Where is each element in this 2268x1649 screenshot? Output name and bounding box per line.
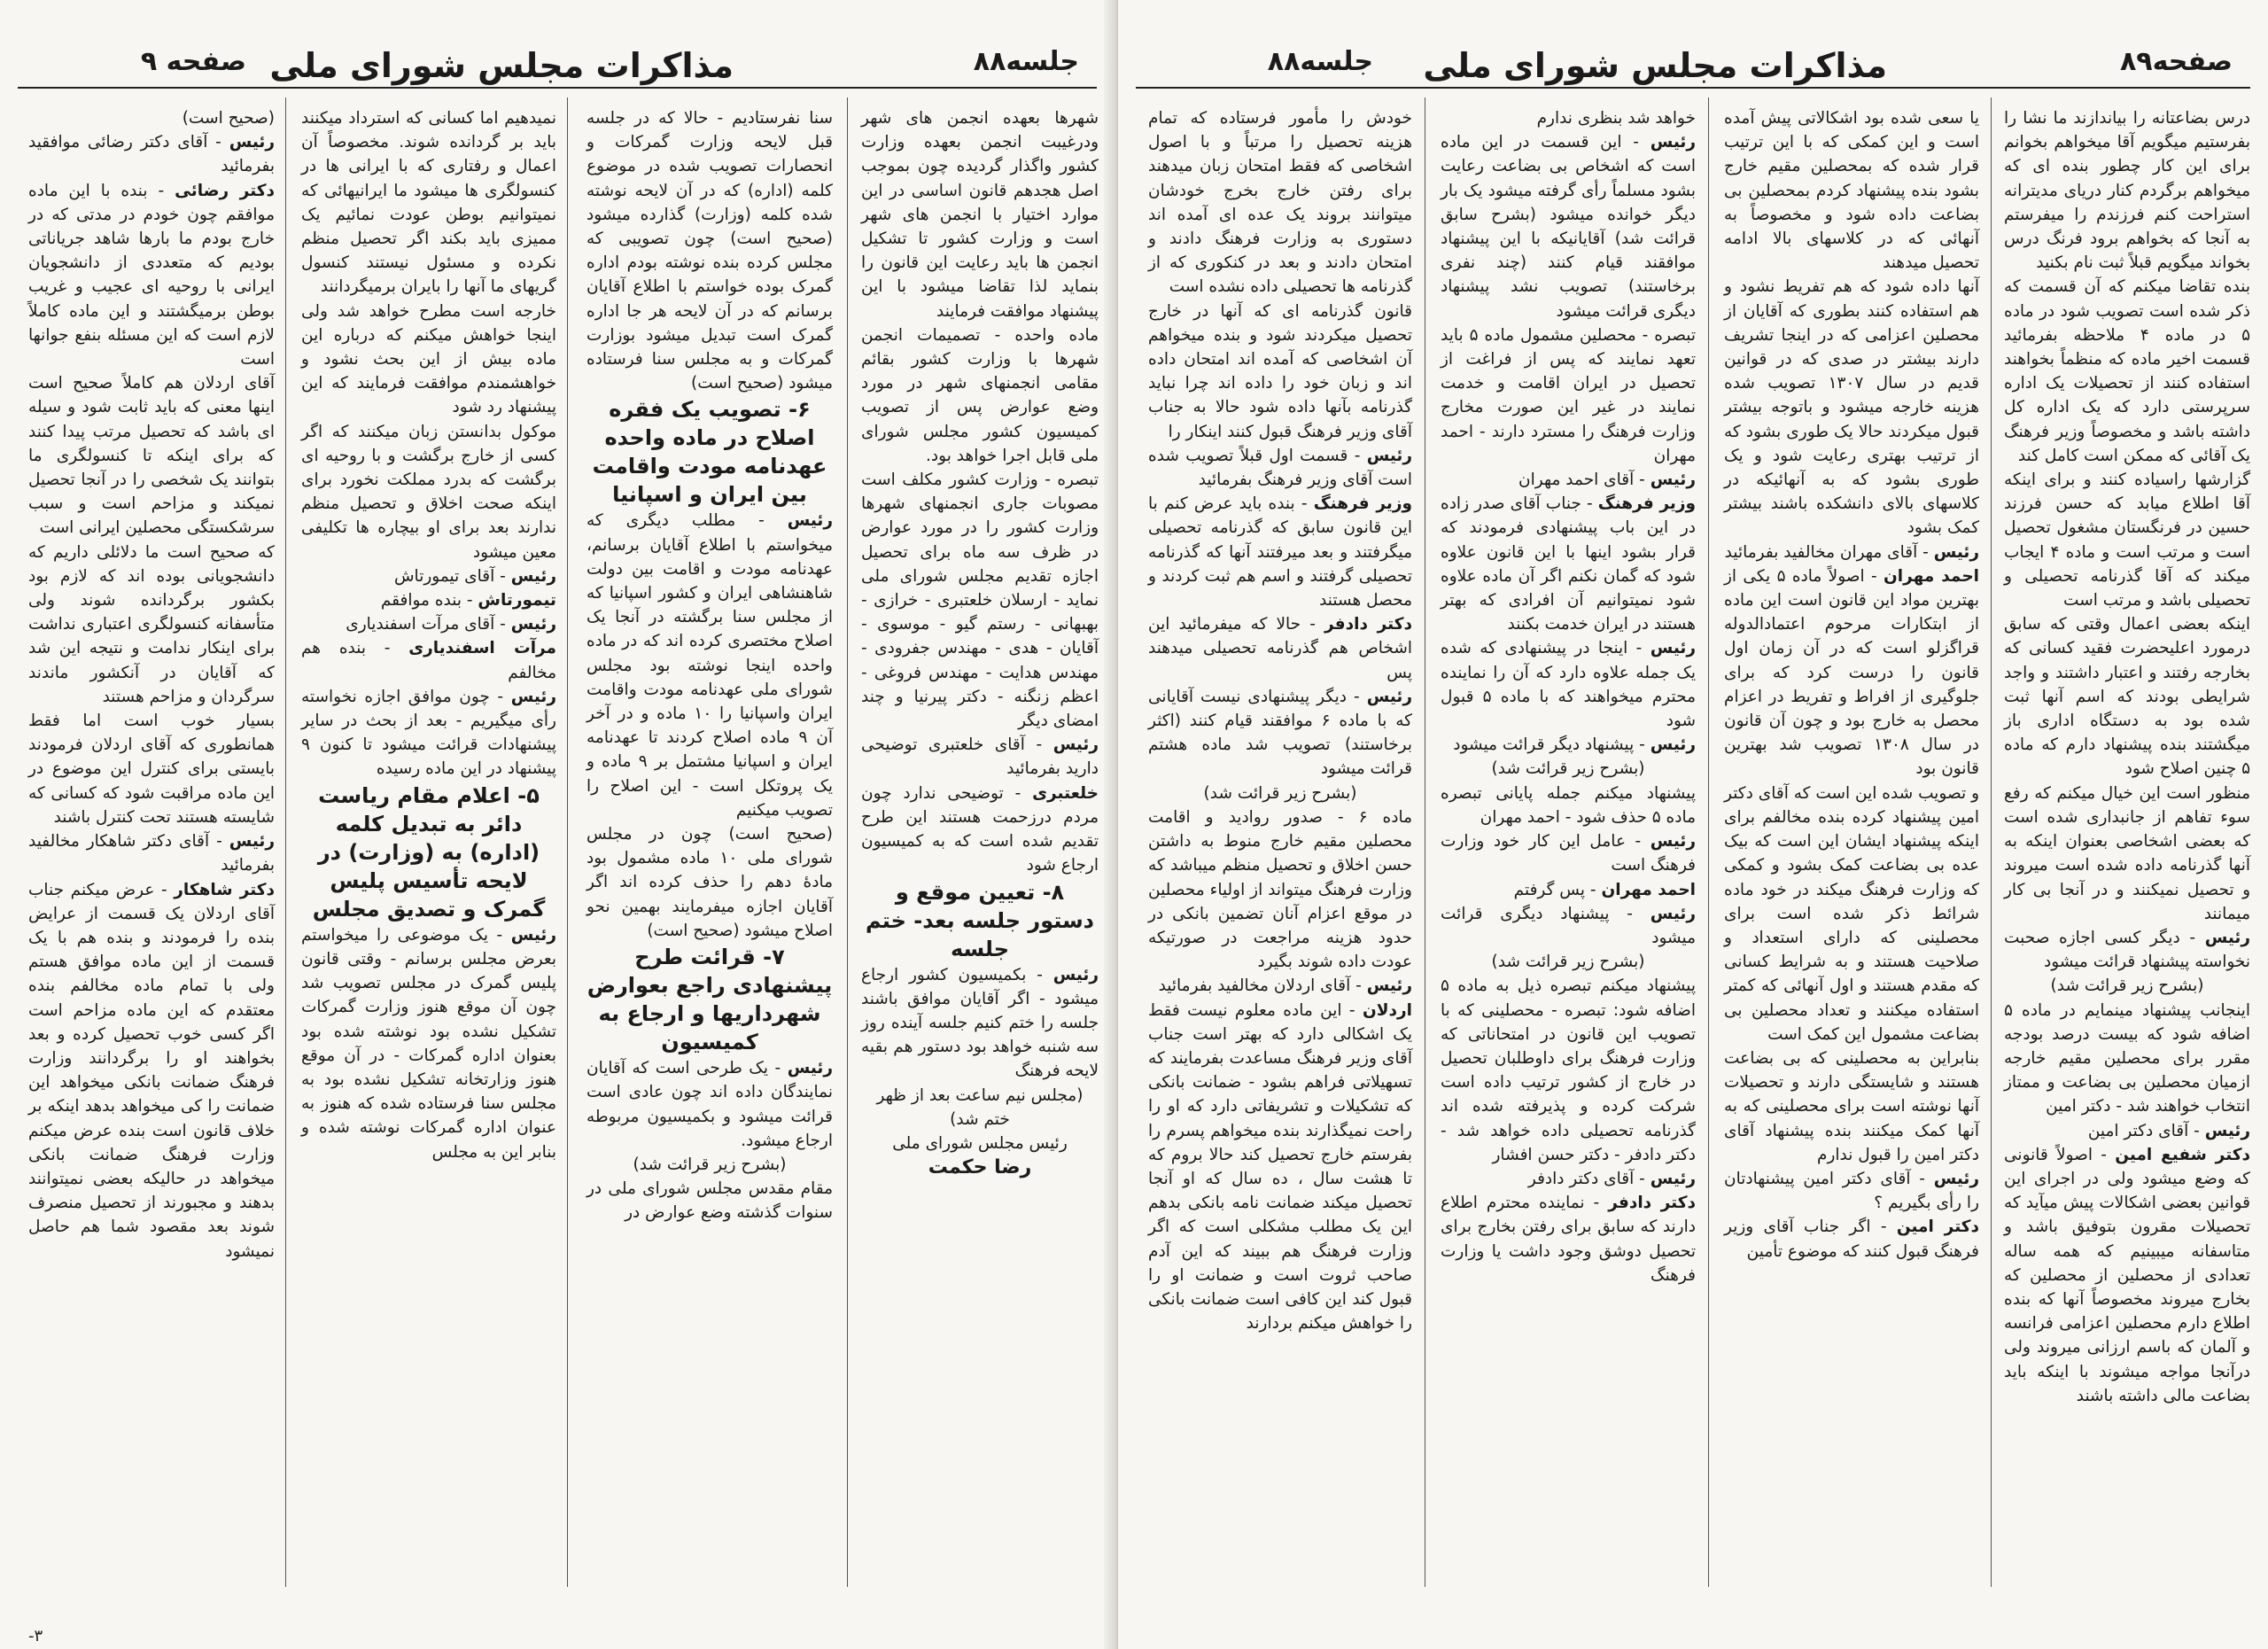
speaker-paragraph <box>1724 1167 1979 1215</box>
speaker-paragraph <box>1148 685 1412 782</box>
body-paragraph: مقام مقدس مجلس شورای ملی در سنوات گذشته وضع عوارض در <box>586 1179 833 1223</box>
column-1 <box>856 106 1104 1614</box>
speaker-text: - آقای تیمورتاش <box>393 566 511 586</box>
body-paragraph: پیشنهاد میکنم تبصره ذیل به ماده ۵ اضافه شود: تبصره - محصلینی که با تصویب این قانون در امتحاناتی که وزارت فرهنگ برای داوطلبان تحصیل در خارج از کشور ترتیب داده است شرکت کرده و پذیرفته شده اند گذرنامه تحصیلی داده خواهد شد - دکتر دادفر - دکتر حسن افشار <box>1441 976 1696 1164</box>
speaker-text: - آقای دکتر رضائی موافقید بفرمائید <box>28 133 275 176</box>
speaker-name: رئیس <box>2204 1121 2250 1140</box>
speaker-name: رئیس <box>787 1059 833 1078</box>
speaker-paragraph <box>28 878 275 1264</box>
left-page <box>0 0 1115 1649</box>
speaker-paragraph <box>28 829 275 877</box>
right-page-header <box>1118 35 2268 89</box>
speaker-name: دکتر رضائی <box>175 181 275 200</box>
speaker-text: - عامل این کار خود وزارت فرهنگ است <box>1441 832 1696 875</box>
speaker-text: - آقای دکتر امین پیشنهادتان را رأی بگیریم ؟ <box>1724 1169 1979 1213</box>
speaker-name: احمد مهران <box>1601 880 1696 899</box>
speaker-name: رئیس <box>229 832 275 852</box>
session-label: جلسه۸۸ <box>973 46 1079 77</box>
speaker-text: - اصولاً قانونی که وضع میشود ولی در اجرای این قوانین بعضی اشکالات پیش میآید که تحصیلات مقرون بتوفیق باشد و متاسفانه میبینیم که همه ساله تعدادی از محصلین از محصلین که بخارج میروند مخصوصاً آنها که بنده اطلاع دارم محصلین اعزامی فرانسه و آلمان که باسم ارزانی میروند ولی درآنجا مواجه میشوند با اینکه باید بضاعت مالی داشته باشند <box>2004 1145 2250 1405</box>
section-heading: ۷- قرائت طرح پیشنهادی راجع بعوارض شهرداریها و ارجاع به کمیسیون <box>586 945 833 1055</box>
page-title: مذاکرات مجلس شورای ملی <box>1423 46 1887 85</box>
speaker-text: - بنده با این ماده موافقم چون خودم در مدتی که در خارج بودم ما بارها شاهد جریاناتی بودیم که متعددی از دانشجویان ایرانی با روحیه ای عجیب و غریب بوطن برمیگشتند و این ماده کاملاً لازم است که این مسئله بنفع جوانها است <box>28 181 275 369</box>
speaker-text: - اصولاً ماده ۵ یکی از بهترین مواد این قانون است این ماده از ابتکارات مرحوم اعتمادالدوله قراگزلو است که در آن زمان اول قانون را درست کرد که برای جلوگیری از افراط و تفریط در اعزام محصل به خارج بود و چون آن قانون در سال ۱۳۰۸ تصویب شد بهترین قانون بود <box>1724 566 1979 779</box>
speaker-name: رئیس <box>229 133 275 152</box>
speaker-paragraph <box>2004 1119 2250 1143</box>
speaker-text: - آقای احمد مهران <box>1518 471 1651 490</box>
speaker-name: رئیس <box>1366 976 1412 996</box>
column-4 <box>1143 106 1418 1614</box>
speaker-text: - آقای دکتر شاهکار مخالفید بفرمائید <box>28 832 275 875</box>
speaker-paragraph <box>1724 564 1979 782</box>
body-paragraph: نمیدهیم اما کسانی که استرداد میکنند باید بر گردانده شوند. مخصوصاً آن اعمال و رفتاری که با ایرانی ها در کنسولگری ها میشود ما ایرانیهائی که نمیتوانیم بوطن عودت نمائیم یک ممیزی باید بکند اگر تحصیل منظم نکرده و مسئول نیستند کنسول گریهای ما آنها را بایران برمیگردانند <box>301 109 556 297</box>
column-divider <box>567 97 568 1587</box>
speaker-text: - دیگر پیشنهادی نیست آقایانی که با ماده ۶ موافقند قیام کنند (اکثر برخاستند) تصویب شد ماده هشتم قرائت میشود <box>1148 687 1412 779</box>
procedural-note: (بشرح زیر قرائت شد) <box>1491 759 1645 779</box>
speaker-name: رئیس <box>1366 446 1412 465</box>
speaker-paragraph <box>586 509 833 822</box>
header-rule <box>1136 87 2250 89</box>
speaker-text: - پیشنهاد دیگر قرائت میشود <box>1453 735 1651 755</box>
speaker-name: رئیس <box>510 615 556 634</box>
speaker-text: - این ماده معلوم نیست فقط یک اشکالی دارد که بهتر است جناب آقای وزیر فرهنگ مساعدت بفرمایند که تسهیلاتی فراهم بشود - ضمانت بانکی که تشکیلات و تشریفاتی دارد که او را راحت نمیگذارند بنده میخواهم پسرم را بفرستم خارج تحصیل کند حالا بروم که تا هشت سال ، ده سال که او آنجا تحصیل میکند ضمانت نامه بانکی بدهم این یک مطلب مشکلی است که اگر وزارت فرهنگ هم ببیند که این آدم صاحب ثروت است و ضمانت او را قبول کند این کافی است ضمانت بانکی را خواهش میکنم بردارند <box>1148 1000 1412 1334</box>
speaker-name: رئیس <box>787 511 833 531</box>
speaker-paragraph <box>1148 444 1412 492</box>
speaker-text: - آقای اردلان مخالفید بفرمائید <box>1158 976 1367 996</box>
body-paragraph: شهرها بعهده انجمن های شهر ودرغیبت انجمن بعهده وزارت کشور واگذار گردیده چون بموجب اصل هجدهم قانون اساسی در این موارد اختیار با انجمن های شهر است و وزارت کشور تا تشکیل انجمن ها باید رعایت این قانون را بنماید لذا تقاضا میشود با این پیشنهاد موافقت فرمایند <box>861 109 1099 321</box>
speaker-paragraph <box>1441 1191 1696 1287</box>
speaker-text: - اینجا در پیشنهادی که شده یک جمله علاوه دارد که آن را نماینده محترم میخواهند که با ماده ۵ قبول شود <box>1441 639 1696 731</box>
body-paragraph: و تصویب شده این است که آقای دکتر امین پیشنهاد کرده بنده مخالفم برای اینکه پیشنهاد ایشان این است که بیک عده بی بضاعت کمک بشود و کمکی که وزارت فرهنگ میکند در خود ماده شرائط ذکر شده است برای محصلینی که دارای استعداد و صلاحیت هستند و به شرایط کسانی که مقدم هستند و اول آنهائی که کمتر استفاده میکنند و تعداد محصلین بی بضاعت مشمول این کمک است <box>1724 783 1979 1044</box>
speaker-text: - یک طرحی است که آقایان نمایندگان داده اند چون عادی است قرائت میشود و بکمیسیون مربوطه ارجاع میشود. <box>586 1059 833 1150</box>
speaker-paragraph <box>861 963 1099 1084</box>
body-paragraph: (صحیح است) <box>182 109 275 128</box>
speaker-paragraph <box>1441 902 1696 950</box>
speaker-paragraph <box>1441 733 1696 757</box>
column-3 <box>1435 106 1701 1614</box>
body-paragraph: بنابراین به محصلینی که بی بضاعت هستند و شایستگی دارند و تحصیلات آنها نوشته است برای محصلینی که به آنها کمک میکنند بنده پیشنهاد آقای دکتر امین را قبول ندارم <box>1724 1048 1979 1164</box>
speaker-name: رئیس <box>1650 639 1696 658</box>
speaker-paragraph <box>1148 492 1412 612</box>
speaker-paragraph <box>301 564 556 588</box>
speaker-name: اردلان <box>1362 1000 1412 1020</box>
speaker-paragraph <box>1441 130 1696 323</box>
speaker-text: - عرض میکنم جناب آقای اردلان یک قسمت از عرایض بنده را فرمودند و بنده هم با یک قسمت از این ماده موافق هستم ولی با تمام ماده مخالفم بنده معتقدم که این ماده مزاحم است اگر کسی خوب تحصیل کرده و بعد بخواهند او را برگردانند وزارت فرهنگ ضمانت بانکی میخواهد این ضمانت را کی میخواهد بدهد اینکه بر خلاف قانون است بنده عرض میکنم وزارت فرهنگ ضمانت بانکی میخواهد در حالیکه بعضی نمیتوانند بدهند و مجبورند از تحصیل منصرف شوند بعد مقصود شما هم حاصل نمیشود <box>28 880 275 1261</box>
body-paragraph: (صحیح است) چون در مجلس شورای ملی ۱۰ ماده مشمول بود مادۀ دهم را حذف کرده اند اگر آقایان اجازه میفرمایند بهمین نحو اصلاح میشود (صحیح است) <box>586 825 834 940</box>
column-2 <box>1719 106 1984 1614</box>
speaker-name: رئیس <box>1650 471 1696 490</box>
body-paragraph: پیشنهاد میکنم جمله پایانی تبصره ماده ۵ حذف شود - احمد مهران <box>1441 783 1696 827</box>
body-paragraph: بسیار خوب است اما فقط همانطوری که آقای اردلان فرمودند بایستی برای کنترل این موضوع در این ماده مراقبت شود که کسانی که شایسته هستند تحت کنترل باشند <box>28 712 275 827</box>
body-paragraph: اینجانب پیشنهاد مینمایم در ماده ۵ اضافه شود که بیست درصد بودجه مقرر برای محصلین مقیم خارجه ازمیان محصلین بی بضاعت و ممتاز انتخاب خواهند شد - دکتر امین <box>2004 1000 2250 1116</box>
speaker-paragraph <box>861 782 1099 878</box>
speaker-paragraph <box>1724 541 1979 564</box>
body-paragraph: گزارشها راسیاده کنند و برای اینکه آقا اطلاع میابد که حسن فرزند حسین در فرنگستان مشغول تحصیل است و مرتب است و ماده ۴ ایجاب میکند که آقا گذرنامه تحصیلی و تحصیلی باشد و مرتب است <box>2004 471 2250 611</box>
speaker-name: رئیس <box>510 566 556 586</box>
speaker-paragraph <box>1148 999 1412 1336</box>
speaker-text: - آقای دکتر دادفر <box>1527 1169 1651 1188</box>
speaker-text: - قسمت اول قبلاً تصویب شده است آقای وزیر فرهنگ بفرمائید <box>1148 446 1412 490</box>
procedural-note: (بشرح زیر قرائت شد) <box>1491 953 1645 972</box>
procedural-note: (بشرح زیر قرائت شد) <box>2050 976 2204 996</box>
speaker-name: رئیس <box>1650 735 1696 755</box>
speaker-paragraph <box>1441 492 1696 636</box>
procedural-note: (مجلس نیم ساعت بعد از ظهر ختم شد) <box>876 1085 1084 1129</box>
speaker-text: - بکمیسیون کشور ارجاع میشود - اگر آقایان موافق باشند جلسه را ختم کنیم جلسه آینده روز سه شنبه خواهد بود دستور هم بقیه لایحه فرهنگ <box>861 965 1099 1081</box>
body-paragraph: منظور است این خیال میکنم که رفع سوء تفاهم از جانبداری شده است که بعضی اشخاصی بعنوان اینکه به آنها گذرنامه داده شده است میروند و تحصیل نمیکنند و در آنجا بی کار میمانند <box>2004 783 2250 923</box>
column-2 <box>581 106 838 1614</box>
column-divider <box>847 97 848 1587</box>
page-title: مذاکرات مجلس شورای ملی <box>269 46 734 85</box>
body-paragraph: درس بضاعتانه را بیاندازند ما نشا را بفرستیم میگویم آقا میخواهم بخوانم برای این کار چطور بنده ای که میخواهم برگردم کنار دریای مدیترانه استراحت کنم فرزندم را میفرستم به آنجا که بخواهم برود فرنگ درس بخواند میگویم قبلاً ثبت نام بکنید <box>2004 109 2250 273</box>
speaker-paragraph <box>1148 612 1412 685</box>
speaker-name: خلعتبری <box>1032 783 1099 803</box>
speaker-paragraph <box>1724 1215 1979 1263</box>
speaker-text: - پس گرفتم <box>1513 880 1602 899</box>
body-paragraph: تبصره - محصلین مشمول ماده ۵ باید تعهد نمایند که پس از فراغت از تحصیل در ایران اقامت و خدمت نمایند در غیر این صورت مخارج وزارت فرهنگ را مسترد دارند - احمد مهران <box>1441 325 1696 465</box>
speaker-name: مرآت اسفندیاری <box>408 639 556 658</box>
body-paragraph: اینکه بعضی اعمال وقتی که سابق درمورد اعلیحضرت فقید کسانی که بخارجه رفتند و اعتبار داشتند و واجد شرایطی بودند که اسم آنها ثبت شده بود به دستگاه اداری باز میگشتند بنده پیشنهاد دارم که ماده ۵ چنین اصلاح شود <box>2004 615 2250 779</box>
body-paragraph: که صحیح است ما دلائلی داریم که دانشجویانی بوده اند که لازم بود بکشور برگردانده شوند ولی متأسفانه کنسولگری اعتباری نداشت برای اینکار ندامت و نتیجه این شد که آقایان در آنکشور ماندند سرگردان و مزاحم هستند <box>28 542 275 706</box>
speaker-paragraph <box>301 685 556 782</box>
speaker-name: دکتر دادفر <box>1608 1194 1696 1213</box>
speaker-name: دکتر شفیع امین <box>2115 1145 2250 1164</box>
speaker-name: رئیس <box>1650 832 1696 852</box>
speaker-name: وزیر فرهنگ <box>1313 494 1412 514</box>
body-paragraph: سنا نفرستادیم - حالا که در جلسه قبل لایحه وزارت گمرکات و انحصارات تصویب شده در موضوع کلمه (اداره) که در آن لایحه نوشته شده کلمه (وزارت) گذارده میشود (صحیح است) چون تصویبی که مجلس کرده بنده نوشته بودم اداره گمرک بوده خواستم با اطلاع آقایان برسانم که در آن لایحه هر جا اداره گمرک است تبدیل میشود بوزارت گمرکات و به مجلس سنا فرستاده میشود (صحیح است) <box>586 109 833 393</box>
speaker-paragraph <box>1441 636 1696 733</box>
speaker-text: - چون موافق اجازه نخواسته رأی میگیریم - بعد از بحث در سایر پیشنهادات قرائت میشود تا کنون ۹ پیشنهاد در این ماده رسیده <box>301 687 556 779</box>
speaker-name: دکتر دادفر <box>1324 615 1412 634</box>
speaker-paragraph <box>1441 829 1696 877</box>
body-paragraph: خودش را مأمور فرستاده که تمام هزینه تحصیل را مرتباً و با اصول اشخاصی که فقط امتحان زبان میدهند برای رفتن خارج بخرج خودشان میتوانند بروند یک عده ای آمده اند دستوری به وزارت فرهنگ دادند و امتحان دادند و بعد در کنکوری که از گذرنامه ها تحصیلی داده نشده است <box>1148 109 1412 297</box>
speaker-paragraph <box>1148 974 1412 998</box>
body-paragraph: موکول بدانستن زبان میکنند که اگر کسی از خارج برگشت و با روحیه ای برگشت که بدرد مملکت نخورد برای اینکه صحت اخلاق و تحصیل منظم ندارند بعد برای او بیچاره ها تکلیفی معین میشود <box>301 422 556 562</box>
section-heading: ۶- تصویب یک فقره اصلاح در ماده واحده عهدنامه مودت واقامت بین ایران و اسپانیا <box>592 397 827 508</box>
speaker-text: - دیگر کسی اجازه صحبت نخواسته پیشنهاد قرائت میشود <box>2004 928 2250 972</box>
procedural-note: رئیس مجلس شورای ملی <box>892 1133 1068 1153</box>
column-3 <box>296 106 562 1614</box>
speaker-name: رئیس <box>1650 133 1696 152</box>
speaker-name: رئیس <box>2204 928 2250 947</box>
speaker-paragraph <box>28 130 275 178</box>
speaker-name: رئیس <box>1933 1169 1979 1188</box>
speaker-paragraph <box>861 733 1099 781</box>
session-label: جلسه۸۸ <box>1267 46 1373 77</box>
procedural-note: (بشرح زیر قرائت شد) <box>1203 783 1357 803</box>
body-paragraph: یا سعی شده بود اشکالاتی پیش آمده است و این کمکی که با این ترتیب قرار شده که بمحصلین مقیم خارج بشود بنده پیشنهاد کردم بمحصلین بی بضاعت داده شود و مخصوصاً به آنهائی که در کلاسهای بالا ادامه تحصیل میدهند <box>1724 109 1979 273</box>
body-paragraph: بنده تقاضا میکنم که آن قسمت که ذکر شده است تصویب شود در ماده ۵ در ماده ۴ ملاحظه بفرمائید قسمت اخیر ماده که منظماً بخواهند استفاده کنند از تحصیلات یک اداره سرپرستی دارد که یک اداره کل داشته باشد و مخصوصاً وزیر فرهنگ یک آقائی که ممکن است کامل کند <box>2004 277 2250 465</box>
speaker-text: - یک موضوعی را میخواستم بعرض مجلس برسانم - وقتی قانون پلیس گمرک در مجلس تصویب شد چون آن موقع هنوز وزارت گمرکات تشکیل نشده بود نوشته شده بود بعنوان اداره گمرکات - در آن موقع هنوز وزارتخانه تشکیل نشده بود به مجلس سنا فرستاده شده که هنوز به عنوان اداره گمرکات نوشته شده و بنابر این به مجلس <box>301 925 556 1162</box>
speaker-paragraph <box>2004 926 2250 974</box>
body-paragraph: ماده ۶ - صدور روادید و اقامت محصلین مقیم خارج منوط به داشتن حسن اخلاق و تحصیل منظم میباشد که وزارت فرهنگ میتواند از اولیاء محصلین در موقع اعزام آنان تضمین بانکی در حدود هزینه مراجعت در صورتیکه عودت داده شوند بگیرد <box>1148 807 1413 972</box>
body-paragraph: خواهد شد بنظری ندارم <box>1536 109 1696 128</box>
speaker-paragraph <box>301 588 556 612</box>
speaker-paragraph <box>1441 468 1696 492</box>
speaker-paragraph <box>301 923 556 1164</box>
body-paragraph: آنها داده شود که هم تفریط نشود و هم استفاده کنند بطوری که آقایان از محصلین اعزامی که در اینجا تشریف دارند بیشتر در صدی که در قوانین قدیم در سال ۱۳۰۷ تصویب شده هزینه خارجه میشود و باتوجه بیشتر قبول میکردند حالا یک طوری بشود که از ترتیب بهتری رعایت شود و یک طوری بشود که به آنهائیکه در کلاسهای بالای دانشکده باشند بیشتر کمک بشود <box>1724 277 1979 538</box>
speaker-text: - توضیحی ندارد چون مردم درزحمت هستند این طرح تقدیم شده است که به کمیسیون ارجاع شود <box>861 783 1099 875</box>
speaker-paragraph <box>301 612 556 636</box>
speaker-name: دکتر شاهکار <box>174 880 275 899</box>
speaker-text: - حالا که میفرمائید این اشخاص هم گذرنامه تحصیلی میدهند پس <box>1148 615 1412 682</box>
speaker-text: - آقای مرآت اسفندیاری <box>346 615 511 634</box>
speaker-name: رئیس <box>1933 542 1979 562</box>
speaker-text: - آقای دکتر امین <box>2087 1121 2205 1140</box>
speaker-paragraph <box>1441 1167 1696 1191</box>
speaker-text: - مطلب دیگری که میخواستم با اطلاع آقایان برسانم، عهدنامه مودت و اقامت بین دولت شاهنشاهی ایران و کشور اسپانیا که از مجلس سنا برگشته در آنجا یک اصلاح مختصری کرده اند که در ماده واحده اینجا نوشته بود مجلس شورای ملی عهدنامه مودت واقامت ایران واسپانیا را ۱۰ ماده و در آخر آن ۹ ماده اصلاح کردند تا عهدنامه ایران و اسپانیا مشتمل بر ۹ ماده و یک پروتکل است - این اصلاح را تصویب میکنیم <box>586 511 834 820</box>
speaker-text: - بنده هم مخالفم <box>301 639 556 682</box>
speaker-text: - پیشنهاد دیگری قرائت میشود <box>1441 904 1696 947</box>
speaker-paragraph <box>28 179 275 372</box>
speaker-text: - جناب آقای صدر زاده در این باب پیشنهادی فرمودند که قرار بشود اینها با این قانون علاوه شود که گمان نکنم اگر آن ماده علاوه شود نمیتوانیم آن افرادی که بهتر هستند در ایران خدمت بکنند <box>1441 494 1696 634</box>
speaker-paragraph <box>1441 878 1696 902</box>
page-number: صفحه ۹ <box>140 46 246 77</box>
speaker-paragraph <box>301 636 556 684</box>
right-page <box>1118 0 2268 1649</box>
column-divider <box>1708 97 1709 1587</box>
column-divider <box>285 97 286 1587</box>
speaker-name: رئیس <box>510 925 556 945</box>
speaker-name: تیمورتاش <box>478 591 556 611</box>
section-heading: ۸- تعیین موقع و دستور جلسه بعد- ختم جلسه <box>865 879 1094 961</box>
speaker-text: - این قسمت در این ماده است که اشخاص بی بضاعت رعایت بشود مسلماً رأی گرفته میشود یک بار دیگر خوانده میشود (بشرح سابق قرائت شد) آقایانیکه با این پیشنهاد موافقند قیام کنند (چند نفری برخاستند) تصویب نشد پیشنهاد دیگری قرائت میشود <box>1441 133 1696 321</box>
footer-mark: -۳ <box>28 1627 43 1645</box>
body-paragraph: تبصره - وزارت کشور مکلف است مصوبات جاری انجمنهای شهرها وزارت کشور را در مورد عوارض در ظرف سه ماه برای تحصیل اجازه تقدیم مجلس شورای ملی نماید - ارسلان خلعتبری - خرازی - بهبهانی - رستم گیو - موسوی - آقایان - هدی - مهندس جفرودی - مهندس هدایت - مهندس فروغی - اعظم زنگنه - دکتر پیرنیا و چند امضای دیگر <box>861 471 1099 731</box>
speaker-name: رئیس <box>1052 965 1099 984</box>
speaker-text: - نماینده محترم اطلاع دارند که سابق برای رفتن بخارج برای تحصیل دوشق وجود داشت یا وزارت فرهنگ <box>1441 1194 1696 1285</box>
body-paragraph: خارجه است مطرح خواهد شد ولی اینجا خواهش میکنم که درباره این ماده بیش از این بحث نشود و خواهشمندم موافقت فرمایند که این پیشنهاد رد شود <box>301 301 556 417</box>
speaker-name: رئیس <box>510 687 556 706</box>
speaker-name: رئیس <box>1650 1169 1696 1188</box>
header-rule <box>18 87 1097 89</box>
speaker-name: احمد مهران <box>1884 566 1979 586</box>
speaker-text: - آقای خلعتبری توضیحی دارید بفرمائید <box>861 735 1099 779</box>
speaker-name: دکتر امین <box>1896 1217 1979 1237</box>
speaker-name: رئیس <box>1052 735 1099 755</box>
signature: رضا حکمت <box>928 1156 1032 1179</box>
body-paragraph: ماده واحده - تصمیمات انجمن شهرها با وزارت کشور بقائم مقامی انجمنهای شهر در مورد وضع عوارض پس از تصویب کمیسیون کشور مجلس شورای ملی قابل اجرا خواهد بود. <box>861 325 1099 465</box>
speaker-paragraph <box>586 1056 833 1153</box>
speaker-text: - بنده موافقم <box>380 591 478 611</box>
speaker-name: رئیس <box>1650 904 1696 923</box>
speaker-name: وزیر فرهنگ <box>1597 494 1697 514</box>
speaker-paragraph <box>2004 1143 2250 1408</box>
speaker-name: رئیس <box>1366 687 1412 706</box>
page-number: صفحه۸۹ <box>2119 46 2233 77</box>
left-page-header <box>0 35 1115 89</box>
speaker-text: - آقای مهران مخالفید بفرمائید <box>1724 542 1934 562</box>
body-paragraph: قانون گذرنامه ای که آنها در خارج تحصیل میکردند شود و بنده میخواهم آن اشخاصی که آمده اند امتحان داده اند و زبان خود را داده اند چرا نباید گذرنامه بآنها داده شود حالا به جناب آقای وزیر فرهنگ قبول کنند اینکار را <box>1148 301 1412 441</box>
body-paragraph: آقای اردلان هم کاملاً صحیح است اینها معنی که باید ثابت شود و سیله ای باشد که تحصیل مرتب پیدا کنند که برای اینکه تا کنسولگری ما بتوانند یک شخصی را در آنجا تحصیل نمیکند و مزاحم است و سبب سرشکستگی محصلین ایرانی است <box>28 374 275 538</box>
column-4 <box>23 106 280 1614</box>
procedural-note: (بشرح زیر قرائت شد) <box>633 1155 787 1174</box>
speaker-text: - اگر جناب آقای وزیر فرهنگ قبول کنند که موضوع تأمین <box>1724 1217 1979 1261</box>
section-heading: ۵- اعلام مقام ریاست دائر به تبدیل کلمه (اداره) به (وزارت) در لایحه تأسیس پلیس گمرک و تصدیق مجلس <box>312 782 546 922</box>
column-divider <box>1991 97 1992 1587</box>
column-1 <box>1999 106 2256 1614</box>
speaker-text: - بنده باید عرض کنم با این قانون سابق که گذرنامه تحصیلی میگرفتند و بعد میرفتند آنها که گذرنامه تحصیلی گرفتند و اسم هم ثبت کردند و محصل هستند <box>1148 494 1412 611</box>
